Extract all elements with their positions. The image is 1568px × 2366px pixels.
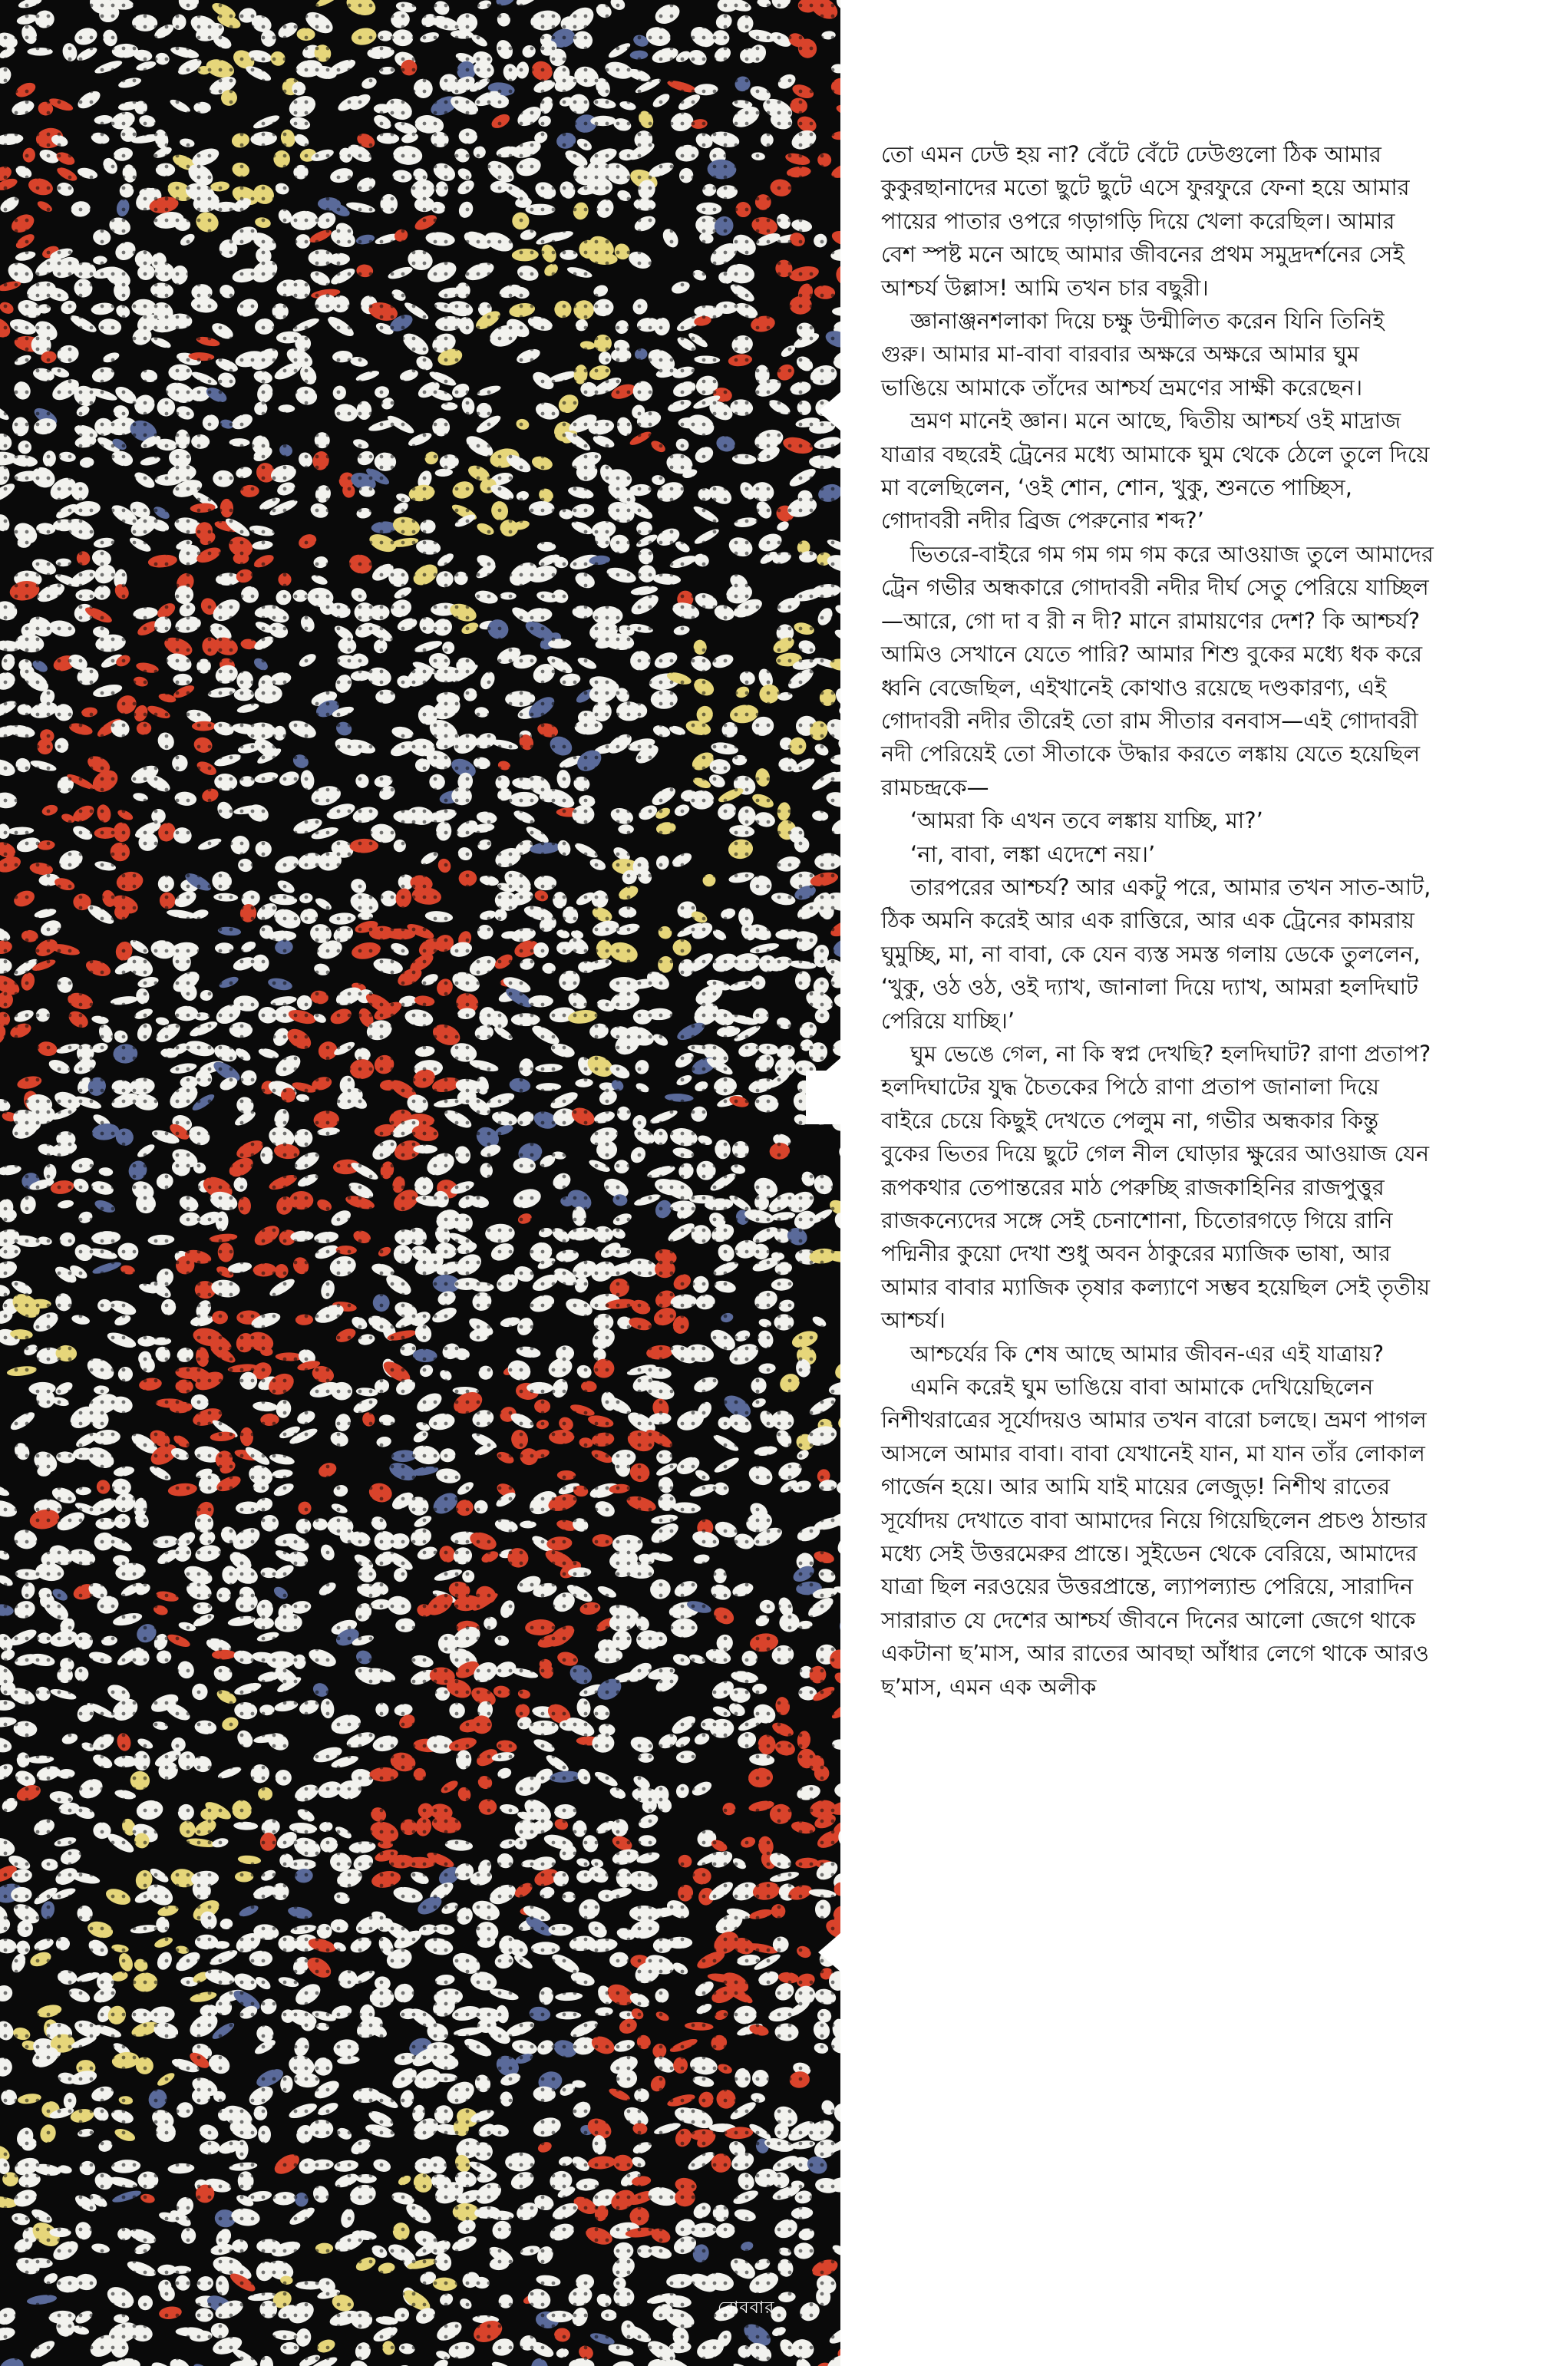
edge-notch	[818, 1932, 840, 1972]
article-paragraph: ঘুম ভেঙে গেল, না কি স্বপ্ন দেখছি? হলদিঘাট? রাণা প্রতাপ? হলদিঘাটের যুদ্ধ চৈতকের পিঠে রাণা প্রতাপ জানালা দিয়ে বাইরে চেয়ে কিছুই দেখতে পেলুম না, গভীর অন্ধকার কিন্তু বুকের ভিতর দিয়ে ছুটে গেল নীল ঘোড়ার ক্ষুরের আওয়াজ যেন রূপকথার তেপান্তরের মাঠ পেরুচ্ছি রাজকাহিনির রাজপুত্তুর রাজকন্যেদের সঙ্গে সেই চেনাশোনা, চিতোরগড়ে গিয়ে রানি পদ্মিনীর কুয়ো দেখা শুধু অবন ঠাকুরের ম্যাজিক ভাষা, আর আমার বাবার ম্যাজিক তৃষার কল্যাণে সম্ভব হয়েছিল সেই তৃতীয় আশ্চর্য।	[881, 1040, 1431, 1334]
article-paragraph: তো এমন ঢেউ হয় না? বেঁটে বেঁটে ঢেউগুলো ঠিক আমার কুকুরছানাদের মতো ছুটে ছুটে এসে ফুরফুরে ফেনা হয়ে আমার পায়ের পাতার ওপরে গড়াগড়ি দিয়ে খেলা করেছিল। আমার বেশ স্পষ্ট মনে আছে আমার জীবনের প্রথম সমুদ্রদর্শনের সেই আশ্চর্য উল্লাস! আমি তখন চার বছুরী।	[881, 141, 1410, 301]
article-paragraph: এমনি করেই ঘুম ভাঙিয়ে বাবা আমাকে দেখিয়েছিলেন নিশীথরাত্রের সূর্যোদয়ও আমার তখন বারো চলছে। ভ্রমণ পাগল আসলে আমার বাবা। বাবা যেখানেই যান, মা যান তাঁর লোকাল গার্জেন হয়ে। আর আমি যাই মায়ের লেজুড়! নিশীথ রাতের সূর্যোদয় দেখাতে বাবা আমাদের নিয়ে গিয়েছিলেন প্রচণ্ড ঠান্ডার মধ্যে সেই উত্তরমেরুর প্রান্তে। সুইডেন থেকে বেরিয়ে, আমাদের যাত্রা ছিল নরওয়ের উত্তরপ্রান্তে, ল্যাপল্যান্ড পেরিয়ে, সারাদিন সারারাত যে দেশের আশ্চর্য জীবনে দিনের আলো জেগে থাকে একটানা ছ’মাস, আর রাতের আবছা আঁধার লেগে থাকে আরও ছ’মাস, এমন এক অলীক	[881, 1374, 1429, 1700]
article-paragraph: ভ্রমণ মানেই জ্ঞান। মনে আছে, দ্বিতীয় আশ্চর্য ওই মাদ্রাজ যাত্রার বছরেই ট্রেনের মধ্যে আমাকে ঘুম থেকে ঠেলে তুলে দিয়ে মা বলেছিলেন, ‘ওই শোন, শোন, খুকু, শুনতে পাচ্ছিস, গোদাবরী নদীর ব্রিজ পেরুনোর শব্দ?’	[881, 408, 1430, 534]
article-paragraph: তারপরের আশ্চর্য? আর একটু পরে, আমার তখন সাত-আট, ঠিক অমনি করেই আর এক রাত্তিরে, আর এক ট্রেনের কামরায় ঘুমুচ্ছি, মা, না বাবা, কে যেন ব্যস্ত সমস্ত গলায় ডেকে তুললেন, ‘খুকু, ওঠ ওঠ, ওই দ্যাখ, জানালা দিয়ে দ্যাখ, আমরা হলদিঘাট পেরিয়ে যাচ্ছি।’	[881, 873, 1431, 1034]
article-paragraph: ভিতরে-বাইরে গম গম গম গম করে আওয়াজ তুলে আমাদের ট্রেন গভীর অন্ধকারে গোদাবরী নদীর দীর্ঘ সেতু পেরিয়ে যাচ্ছিল—আরে, গো দা ব রী ন দী? মানে রামায়ণের দেশ? কি আশ্চর্য? আমিও সেখানে যেতে পারি? আমার শিশু বুকের মধ্যে ধক করে ধ্বনি বেজেছিল, এইখানেই কোথাও রয়েছে দণ্ডকারণ্য, এই গোদাবরী নদীর তীরেই তো রাম সীতার বনবাস—এই গোদাবরী নদী পেরিয়েই তো সীতাকে উদ্ধার করতে লঙ্কায় যেতে হয়েছিল রামচন্দ্রকে—	[881, 540, 1434, 800]
article-paragraph: ‘না, বাবা, লঙ্কা এদেশে নয়।’	[910, 840, 1156, 867]
edge-notch	[818, 1058, 840, 1097]
article-paragraph: ‘আমরা কি এখন তবে লঙ্কায় যাচ্ছি, মা?’	[910, 807, 1263, 834]
article-paragraph: জ্ঞানাঞ্জনশলাকা দিয়ে চক্ষু উন্মীলিত করেন যিনি তিনিই গুরু। আমার মা-বাবা বারবার অক্ষরে অক্ষরে আমার ঘুম ভাঙিয়ে আমাকে তাঁদের আশ্চর্য ভ্রমণের সাক্ষী করেছেন।	[881, 308, 1385, 401]
article-paragraph: আশ্চর্যের কি শেষ আছে আমার জীবন-এর এই যাত্রায়?	[910, 1340, 1385, 1367]
article-body	[881, 138, 1434, 1704]
magazine-label: রোববার	[718, 2298, 775, 2318]
edge-notch	[818, 391, 840, 431]
